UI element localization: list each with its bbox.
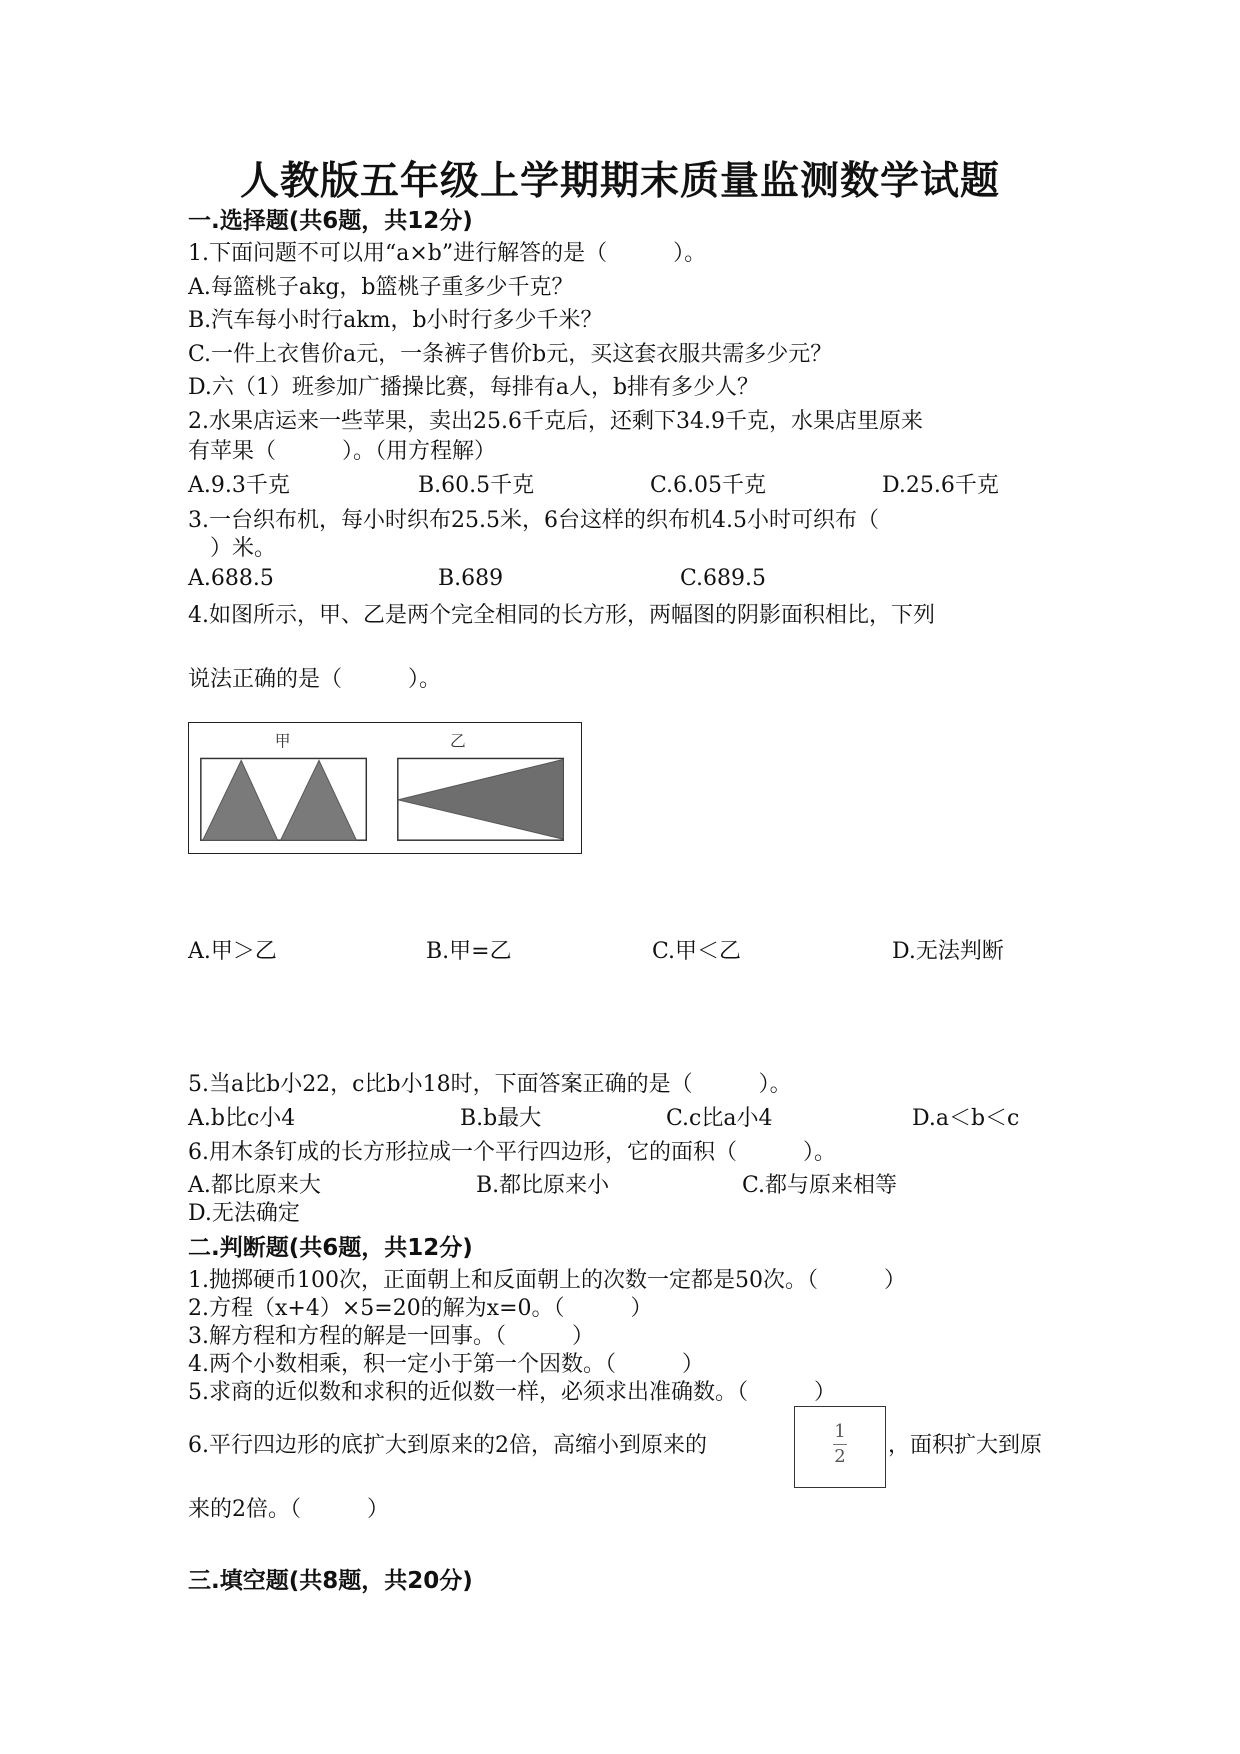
q4-figure-drawing (189, 723, 581, 853)
q2-option-c: C.6.05千克 (650, 473, 767, 498)
shaded-triangle-jia-1 (203, 760, 278, 840)
judge-item-5: 5.求商的近似数和求积的近似数一样，必须求出准确数。（ ） (188, 1380, 836, 1405)
q1-option-c: C.一件上衣售价a元，一条裤子售价b元，买这套衣服共需多少元？ (188, 342, 833, 367)
q2-stem-line2: 有苹果（ ）。（用方程解） (188, 439, 497, 464)
q1-option-d: D.六（1）班参加广播操比赛，每排有a人，b排有多少人？ (188, 375, 760, 400)
shaded-triangle-yi (398, 759, 563, 839)
judge-item-3: 3.解方程和方程的解是一回事。（ ） (188, 1324, 594, 1349)
q6-option-d: D.无法确定 (188, 1201, 300, 1226)
q5-option-a: A.b比c小4 (188, 1106, 296, 1131)
q2-option-d: D.25.6千克 (882, 473, 999, 498)
section-heading-choice: 一.选择题(共6题，共12分) (188, 208, 473, 234)
fraction-one-half (795, 1421, 885, 1468)
judge-item-2: 2.方程（x+4）×5=20的解为x=0。（ ） (188, 1296, 653, 1321)
q3-option-c: C.689.5 (680, 566, 767, 591)
figure-label-jia: 甲 (274, 731, 291, 751)
q6-option-a: A.都比原来大 (188, 1173, 321, 1198)
fraction-denominator: 2 (834, 1446, 846, 1467)
fraction-one-half-box (794, 1406, 886, 1488)
figure-label-yi: 乙 (450, 731, 466, 751)
q1-stem: 1.下面问题不可以用“a×b”进行解答的是（ ）。 (188, 241, 707, 266)
judge-item-4: 4.两个小数相乘，积一定小于第一个因数。（ ） (188, 1352, 704, 1377)
section-heading-judge: 二.判断题(共6题，共12分) (188, 1235, 473, 1261)
shaded-triangle-jia-2 (281, 760, 357, 840)
judge-item-6-part1: 6.平行四边形的底扩大到原来的2倍，高缩小到原来的 (188, 1433, 707, 1458)
judge-item-6-part2: ，面积扩大到原 (888, 1433, 1043, 1458)
q5-option-c: C.c比a小4 (666, 1106, 773, 1131)
q1-option-a: A.每篮桃子akg，b篮桃子重多少千克？ (188, 275, 574, 300)
q5-option-d: D.a＜b＜c (912, 1106, 1020, 1131)
q6-option-c: C.都与原来相等 (742, 1173, 898, 1198)
judge-item-1: 1.抛掷硬币100次，正面朝上和反面朝上的次数一定都是50次。（ ） (188, 1268, 906, 1293)
q4-option-c: C.甲＜乙 (652, 939, 742, 964)
q4-figure (188, 722, 582, 854)
q2-option-b: B.60.5千克 (418, 473, 535, 498)
q6-stem: 6.用木条钉成的长方形拉成一个平行四边形，它的面积（ ）。 (188, 1140, 836, 1165)
q4-stem-line1: 4.如图所示，甲、乙是两个完全相同的长方形，两幅图的阴影面积相比，下列 (188, 603, 935, 628)
q3-stem-line1: 3.一台织布机，每小时织布25.5米，6台这样的织布机4.5小时可织布（ (188, 508, 879, 533)
q1-option-b: B.汽车每小时行akm，b小时行多少千米？ (188, 308, 603, 333)
fraction-bar (833, 1444, 847, 1445)
q2-option-a: A.9.3千克 (188, 473, 290, 498)
q3-stem-line2: ）米。 (188, 536, 277, 561)
q6-option-b: B.都比原来小 (476, 1173, 610, 1198)
judge-item-6-line2: 来的2倍。（ ） (188, 1497, 389, 1522)
fraction-numerator: 1 (834, 1421, 846, 1442)
q4-option-a: A.甲＞乙 (188, 939, 277, 964)
q2-stem-line1: 2.水果店运来一些苹果，卖出25.6千克后，还剩下34.9千克，水果店里原来 (188, 409, 923, 434)
exam-title: 人教版五年级上学期期末质量监测数学试题 (239, 159, 1000, 204)
q3-option-b: B.689 (438, 566, 504, 591)
q4-stem-line2: 说法正确的是（ ）。 (188, 667, 442, 692)
q4-option-d: D.无法判断 (892, 939, 1004, 964)
q4-option-b: B.甲=乙 (426, 939, 512, 964)
q3-option-a: A.688.5 (188, 566, 274, 591)
q5-option-b: B.b最大 (460, 1106, 542, 1131)
q5-stem: 5.当a比b小22，c比b小18时，下面答案正确的是（ ）。 (188, 1072, 792, 1097)
section-heading-fill: 三.填空题(共8题，共20分) (188, 1568, 473, 1594)
